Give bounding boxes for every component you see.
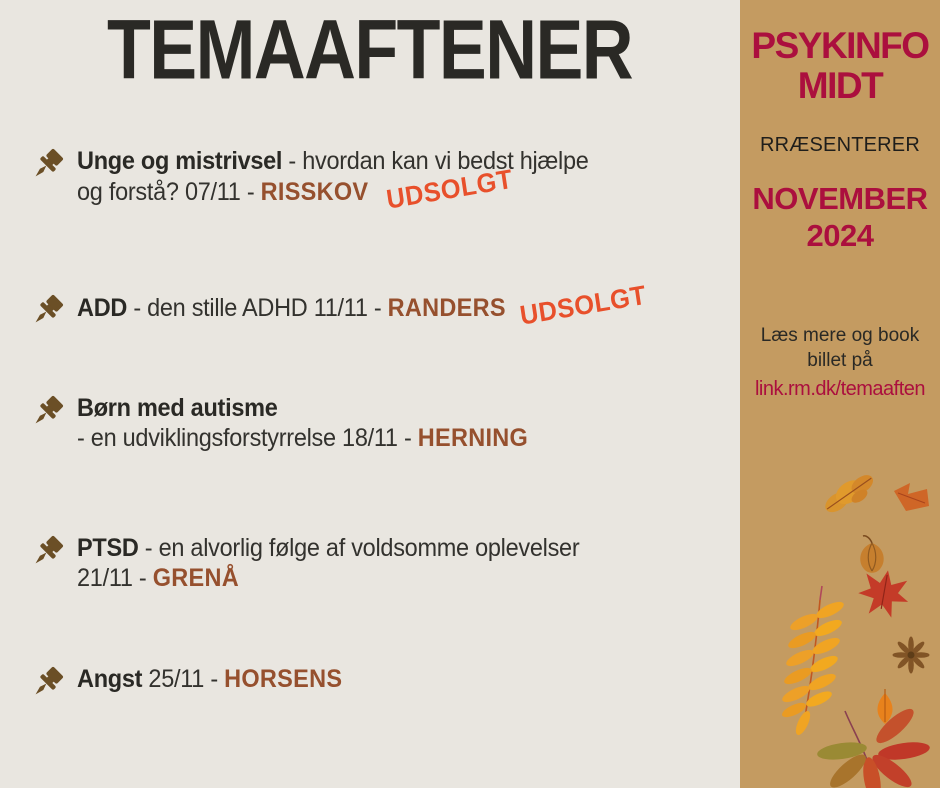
- event-description: 25/11 -: [142, 665, 225, 693]
- pushpin-icon: [28, 664, 66, 702]
- sidebar: [740, 0, 940, 788]
- event-line: [77, 163, 589, 215]
- sold-out-stamp: UDSOLGT: [518, 279, 649, 331]
- page-title: [0, 2, 740, 107]
- presents-label: RRÆSENTERER: [760, 134, 920, 156]
- event-location: HORSENS: [224, 665, 343, 693]
- pushpin-icon: [28, 393, 66, 431]
- event-title: Børn med autisme: [77, 394, 278, 422]
- event-text: [77, 279, 649, 331]
- star-anise: [893, 637, 930, 674]
- event-line: [77, 563, 579, 593]
- pushpin-icon: [28, 292, 66, 330]
- event-description: - den stille ADHD 11/11 -: [127, 294, 388, 322]
- event-description: - en udviklingsforstyrrelse 18/11 -: [77, 424, 418, 452]
- booking-info-line2: billet på: [807, 350, 873, 371]
- booking-info-line1: Læs mere og book: [760, 325, 920, 346]
- event-text: [77, 393, 528, 453]
- event-text: [77, 146, 589, 215]
- month-line1: NOVEMBER: [752, 181, 928, 216]
- brand-line2: MIDT: [797, 65, 883, 106]
- autumn-leaves-image: [740, 453, 940, 788]
- event-title: ADD: [77, 294, 128, 322]
- booking-link[interactable]: link.rm.dk/temaaften: [754, 378, 926, 400]
- event-title: Angst: [77, 665, 143, 693]
- event-location: RANDERS: [387, 294, 506, 322]
- event-row-add: [28, 279, 683, 331]
- physalis-husk: [860, 536, 883, 573]
- rowan-leaf: [780, 586, 846, 737]
- event-text: [77, 664, 342, 694]
- event-location: RISSKOV: [260, 178, 369, 206]
- creeper-leaf: [816, 704, 931, 788]
- brand-line1: PSYKINFO: [751, 25, 929, 66]
- event-row-angst: [28, 664, 359, 702]
- page-title-text: TEMAAFTENER: [107, 2, 633, 97]
- event-description: - hvordan kan vi bedst hjælpe: [282, 147, 589, 175]
- pushpin-icon: [28, 146, 66, 184]
- event-row-unge-og-mistrivsel: [28, 146, 621, 215]
- month-title: [740, 180, 940, 254]
- pushpin-icon: [28, 533, 66, 571]
- maple-leaf: [855, 566, 913, 620]
- event-row-ptsd: [28, 533, 611, 593]
- event-title: PTSD: [77, 534, 139, 562]
- event-line: [77, 533, 579, 563]
- event-line: [77, 279, 649, 331]
- torn-leaf: [894, 483, 929, 511]
- event-description: og forstå? 07/11 -: [77, 178, 261, 206]
- event-text: [77, 533, 579, 593]
- oak-leaf: [820, 469, 880, 521]
- event-line: [77, 423, 528, 453]
- sold-out-stamp: UDSOLGT: [384, 163, 515, 215]
- event-description: - en alvorlig følge af voldsomme oplevelser: [138, 534, 580, 562]
- event-location: GRENÅ: [152, 564, 239, 592]
- booking-info: [740, 323, 940, 373]
- month-line2: 2024: [806, 218, 874, 253]
- small-orange-leaf: [877, 689, 892, 724]
- event-line: [77, 393, 528, 423]
- brand-title: [740, 26, 940, 106]
- event-location: HERNING: [417, 424, 529, 452]
- event-line: [77, 664, 342, 694]
- event-title: Unge og mistrivsel: [77, 147, 283, 175]
- event-description: 21/11 -: [77, 564, 153, 592]
- event-row-boern-med-autisme: [28, 393, 557, 453]
